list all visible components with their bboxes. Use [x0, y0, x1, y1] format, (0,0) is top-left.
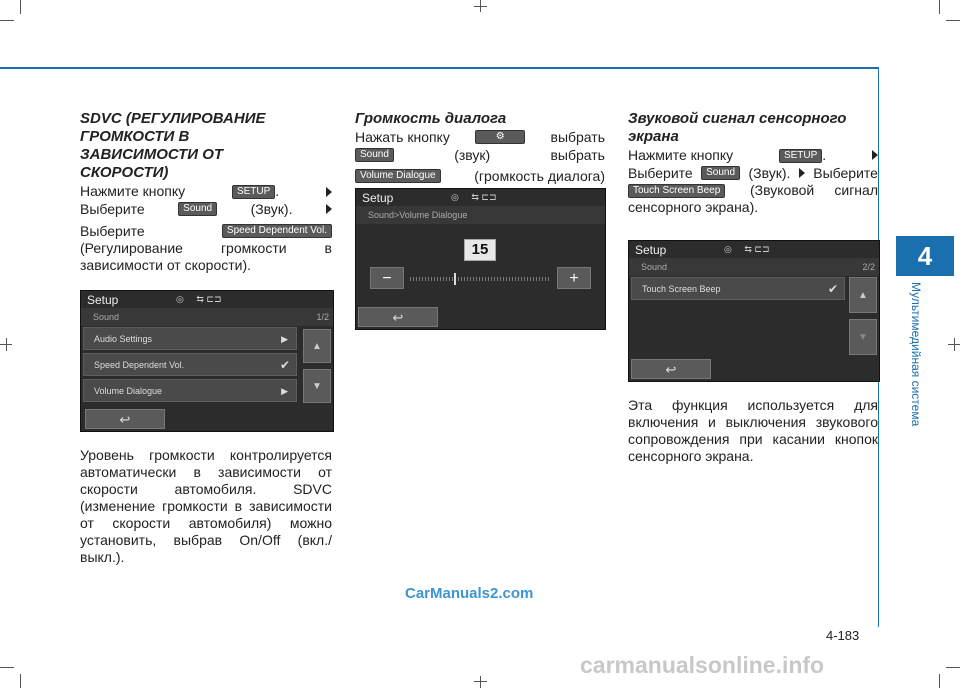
- touch-beep-heading: Звуковой сигнал сенсорного экрана: [628, 110, 847, 145]
- watermark[interactable]: CarManuals2.com: [405, 585, 534, 602]
- col3-text: Выберите: [813, 164, 878, 181]
- status-icons: ◎ ⇆ ⊏⊐: [451, 192, 497, 202]
- col1-text: (Звук).: [250, 200, 293, 217]
- volume-slider[interactable]: [410, 277, 550, 281]
- settings-gear-button[interactable]: ⚙: [475, 130, 525, 144]
- col3-text: .: [822, 146, 827, 163]
- crop-mark: [939, 674, 940, 688]
- menu-item-label: Speed Dependent Vol.: [94, 360, 185, 370]
- col2-text: (громкость диалога): [474, 167, 605, 184]
- crop-mark: [480, 676, 481, 688]
- screen-subtitle: [356, 206, 605, 224]
- volume-dialogue-screen: [355, 188, 606, 330]
- chevron-right-icon: ▶: [281, 334, 288, 344]
- sdvc-heading: SDVC (РЕГУЛИРОВАНИЕ ГРОМКОСТИ В ЗАВИСИМОСТИ ОТ СКОРОСТИ): [80, 110, 266, 181]
- screen-title: Setup: [635, 243, 667, 257]
- menu-item-label: Touch Screen Beep: [642, 284, 721, 294]
- crop-mark: [0, 20, 14, 21]
- col2-text: выбрать: [550, 146, 605, 163]
- check-icon: ✔: [827, 282, 838, 296]
- crop-mark: [0, 667, 14, 668]
- sound-button[interactable]: Sound: [701, 166, 740, 180]
- crop-mark: [954, 338, 955, 351]
- crop-mark: [20, 674, 21, 688]
- volume-minus-button[interactable]: −: [370, 267, 404, 289]
- menu-item-label: Audio Settings: [94, 334, 153, 344]
- col1-instructions: [80, 183, 332, 274]
- crop-mark: [20, 0, 21, 14]
- screen-page: 2/2: [862, 262, 875, 272]
- back-button[interactable]: [85, 409, 165, 429]
- speed-dependent-vol-button[interactable]: Speed Dependent Vol.: [222, 224, 332, 238]
- screen-sub-label: Sound: [641, 262, 668, 272]
- chapter-number: 4: [896, 236, 954, 276]
- menu-item-touch-screen-beep[interactable]: [631, 277, 845, 300]
- back-icon: ↩: [119, 412, 131, 427]
- scroll-down-button[interactable]: ▼: [303, 369, 331, 403]
- screen-page: 1/2: [316, 312, 329, 322]
- col3-text: (Звуковой сигнал сенсорного экрана).: [628, 182, 878, 215]
- arrow-right-icon: [799, 168, 805, 178]
- col1-text: Нажмите кнопку: [80, 183, 186, 199]
- status-icons: ◎ ⇆ ⊏⊐: [176, 294, 222, 304]
- volume-plus-button[interactable]: +: [557, 267, 591, 289]
- page-number: 4-183: [826, 628, 860, 643]
- status-icons: ◎ ⇆ ⊏⊐: [724, 244, 770, 254]
- menu-item-speed-dependent-vol[interactable]: [83, 353, 297, 376]
- col2-text: Нажать кнопку: [355, 128, 450, 145]
- scroll-up-button[interactable]: ▲: [849, 277, 877, 313]
- col1-text: Выберите: [80, 200, 145, 217]
- sound-button[interactable]: Sound: [178, 202, 217, 216]
- back-button[interactable]: [358, 307, 438, 327]
- menu-item-label: Volume Dialogue: [94, 386, 163, 396]
- crop-mark: [946, 667, 960, 668]
- back-icon: ↩: [392, 310, 404, 325]
- col2-text: выбрать: [550, 128, 605, 145]
- scroll-up-button[interactable]: ▲: [303, 329, 331, 363]
- setup-screen-sound-page2: [628, 240, 880, 382]
- col1-text: .: [275, 183, 280, 199]
- volume-value: 15: [464, 239, 496, 261]
- touch-screen-beep-button[interactable]: Touch Screen Beep: [628, 184, 725, 198]
- setup-screen-sound: [80, 290, 334, 432]
- col2-instructions: [355, 128, 605, 186]
- scroll-down-button[interactable]: ▼: [849, 319, 877, 355]
- header-rule: [0, 67, 878, 69]
- volume-dialogue-button[interactable]: Volume Dialogue: [355, 169, 441, 183]
- check-icon: ✔: [279, 358, 290, 372]
- volume-slider-thumb[interactable]: [454, 273, 456, 285]
- screen-subtitle: [629, 258, 879, 276]
- menu-item-audio-settings[interactable]: [83, 327, 297, 350]
- watermark: carmanualsonline.info: [580, 652, 825, 678]
- col3-instructions: [628, 146, 878, 216]
- crop-mark: [474, 6, 487, 7]
- sdvc-body: Уровень громкости контролируется автоматически в зависимости от скорости автомобиля. SDVC (изменение громкости в зависимости от скорости автомобиля) можно установить, выбрав On/Off (вкл./выкл.).: [80, 447, 332, 565]
- touch-beep-body: Эта функция используется для включения и выключения звукового сопровождения при касании кнопок сенсорного экрана.: [628, 397, 878, 464]
- col3-text: Нажмите кнопку: [628, 146, 734, 163]
- sound-button[interactable]: Sound: [355, 148, 394, 162]
- crop-mark: [946, 20, 960, 21]
- col3-text: (Звук).: [748, 164, 791, 181]
- screen-subtitle: [81, 308, 333, 326]
- chevron-right-icon: ▶: [281, 386, 288, 396]
- col1-text: (Регулирование громкости в зависимости от скорости).: [80, 240, 332, 273]
- screen-sub-label: Sound: [93, 312, 120, 322]
- screen-sub-label: Sound>Volume Dialogue: [368, 210, 468, 220]
- back-icon: ↩: [665, 362, 677, 377]
- arrow-right-icon: [872, 150, 878, 160]
- crop-mark: [474, 681, 487, 682]
- volume-dialogue-heading: Громкость диалога: [355, 110, 507, 127]
- arrow-right-icon: [326, 187, 332, 197]
- screen-title: Setup: [87, 293, 119, 307]
- chapter-title: Мультимедийная система: [909, 282, 923, 427]
- col2-text: (звук): [454, 146, 491, 163]
- screen-title: Setup: [362, 191, 394, 205]
- arrow-right-icon: [326, 204, 332, 214]
- crop-mark: [939, 0, 940, 14]
- setup-button[interactable]: SETUP: [232, 185, 275, 199]
- crop-mark: [6, 338, 7, 351]
- menu-item-volume-dialogue[interactable]: [83, 379, 297, 402]
- setup-button[interactable]: SETUP: [779, 149, 822, 163]
- col1-text: Выберите: [80, 222, 145, 239]
- col3-text: Выберите: [628, 164, 693, 181]
- back-button[interactable]: [631, 359, 711, 379]
